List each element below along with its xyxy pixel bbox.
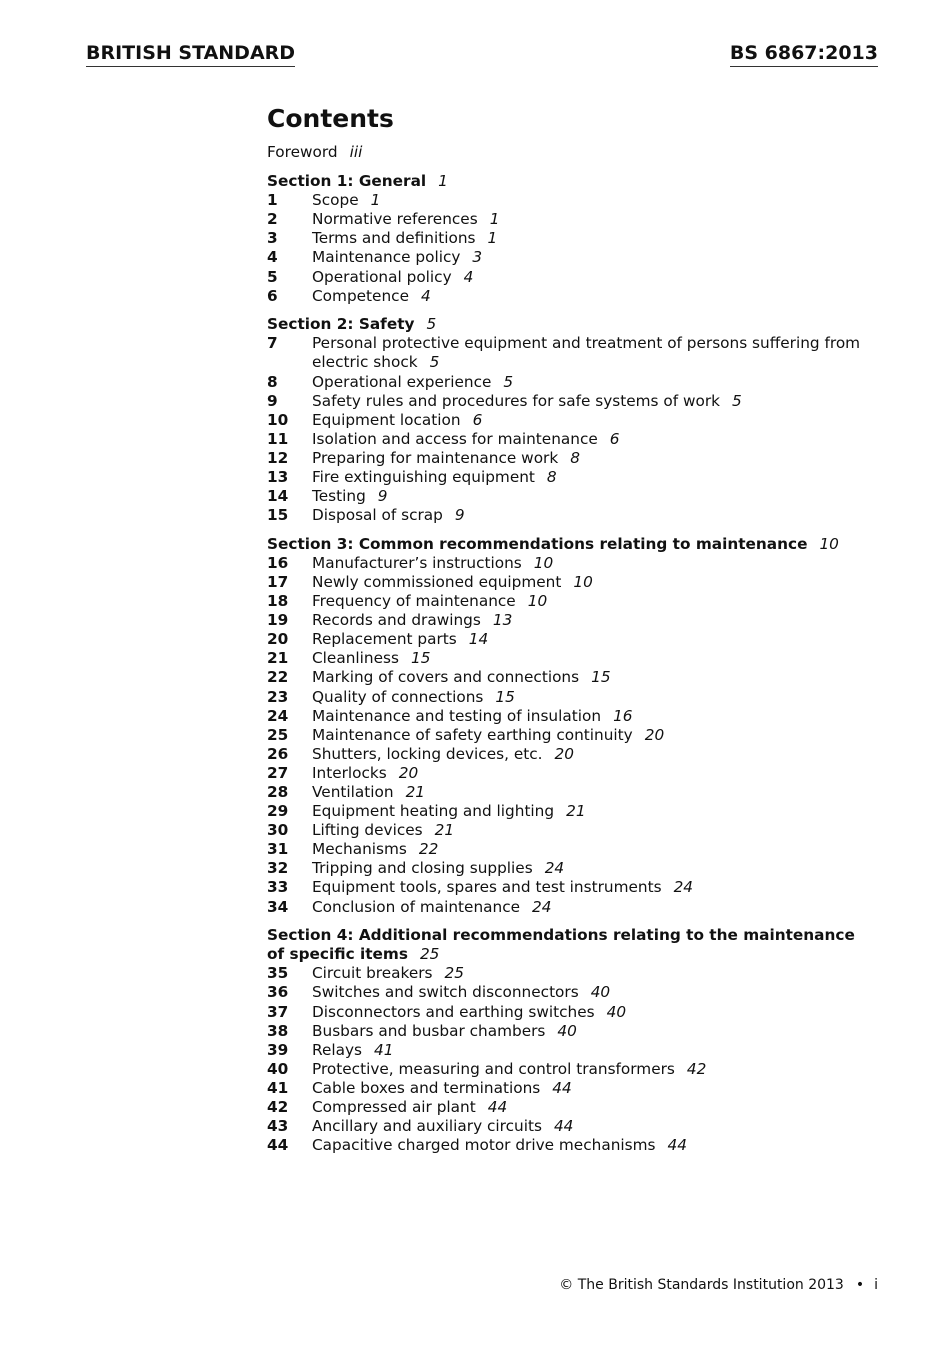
- toc-entry-title: Maintenance and testing of insulation: [312, 706, 602, 725]
- toc-entry[interactable]: [267, 1079, 877, 1098]
- toc-entry[interactable]: [267, 392, 877, 411]
- toc-entry-title: Operational experience: [312, 372, 492, 391]
- toc-entry[interactable]: [267, 573, 877, 592]
- toc-entry[interactable]: [267, 1003, 877, 1022]
- toc-entry-page: 8: [570, 448, 580, 467]
- toc-entry-text: [312, 668, 877, 687]
- toc-entry-title: Capacitive charged motor drive mechanisms: [312, 1136, 656, 1155]
- toc-entry-text: [312, 573, 877, 592]
- toc-entry[interactable]: [267, 964, 877, 983]
- toc-entry-page: 5: [732, 391, 742, 410]
- toc-entry-text: [312, 229, 877, 248]
- toc-section-heading[interactable]: [267, 172, 877, 191]
- toc-entry-number: 11: [267, 429, 289, 448]
- toc-entry[interactable]: [267, 707, 877, 726]
- toc-entry-page: 44: [487, 1098, 508, 1116]
- toc-entry[interactable]: [267, 287, 877, 306]
- toc-entry-number: 3: [267, 229, 278, 248]
- toc-entry-number: 24: [267, 706, 289, 725]
- toc-entry[interactable]: [267, 1136, 877, 1155]
- toc-entry-title: Ancillary and auxiliary circuits: [312, 1117, 542, 1136]
- toc-entry[interactable]: [267, 592, 877, 611]
- toc-entry-text: [312, 630, 877, 649]
- toc-entry-page: 24: [673, 878, 694, 897]
- toc-section-title: Section 1: General: [267, 172, 427, 191]
- toc-entry[interactable]: [267, 783, 877, 802]
- toc-entry-text: [312, 268, 877, 287]
- toc-foreword-label: Foreword: [267, 143, 338, 161]
- toc-entry-text: [312, 688, 877, 707]
- toc-entry-number: 17: [267, 572, 289, 591]
- toc-entry-number: 38: [267, 1021, 289, 1040]
- toc-entry-number: 41: [267, 1078, 289, 1097]
- toc-entry-number: 7: [267, 334, 278, 353]
- toc-entry-text: [312, 392, 877, 411]
- toc-entry-text: [312, 506, 877, 525]
- toc-entry-text: [312, 821, 877, 840]
- toc-section-page: 25: [419, 945, 440, 964]
- toc-section: [267, 172, 877, 306]
- toc-entry-page: 24: [532, 897, 552, 916]
- toc-entry-number: 1: [267, 191, 278, 210]
- toc-entry-text: [312, 449, 877, 468]
- toc-entry-number: 4: [267, 248, 278, 267]
- toc-entry-number: 15: [267, 506, 289, 525]
- toc-entry-number: 44: [267, 1136, 289, 1155]
- toc-section-title: Section 3: Common recommendations relating to maintenance: [267, 534, 808, 553]
- toc-entry-text: [312, 248, 877, 267]
- toc-entry-page: 14: [468, 630, 489, 649]
- toc-entry-title: Isolation and access for maintenance: [312, 429, 598, 448]
- toc-entry[interactable]: [267, 802, 877, 821]
- toc-entry-page: 40: [557, 1021, 577, 1040]
- toc-entry-title: Terms and definitions: [312, 229, 476, 248]
- toc-entry[interactable]: [267, 983, 877, 1002]
- toc-entry-title: Tripping and closing supplies: [312, 859, 533, 878]
- toc-entry-text: [312, 840, 877, 859]
- toc-entry-title: Busbars and busbar chambers: [312, 1021, 546, 1040]
- toc-entry-page: 24: [544, 859, 565, 878]
- toc-entry[interactable]: [267, 898, 877, 917]
- toc-entry-page: 6: [472, 410, 483, 429]
- toc-entry-text: [312, 859, 877, 878]
- toc-entry-title: Circuit breakers: [312, 964, 433, 983]
- toc-entry-title: Switches and switch disconnectors: [312, 983, 579, 1002]
- toc-entry-title: Marking of covers and connections: [312, 668, 580, 687]
- toc-entry-page: 22: [418, 840, 439, 859]
- toc-entry-title: Equipment location: [312, 410, 461, 429]
- toc-entry[interactable]: [267, 554, 877, 573]
- toc-entry[interactable]: [267, 859, 877, 878]
- toc-entry-page: 21: [566, 802, 586, 821]
- toc-entry-page: 21: [434, 821, 455, 840]
- toc-entry-text: [312, 1098, 877, 1117]
- toc-entry-title: Manufacturer’s instructions: [312, 553, 522, 572]
- toc-entry-number: 23: [267, 687, 289, 706]
- toc-entry-text: [312, 707, 877, 726]
- toc-entry-title: Disconnectors and earthing switches: [312, 1002, 595, 1021]
- toc-entry-number: 37: [267, 1002, 289, 1021]
- toc-entry-number: 13: [267, 468, 289, 486]
- toc-entry-title: Safety rules and procedures for safe systems of work: [312, 391, 721, 410]
- toc-entry-number: 9: [267, 391, 278, 410]
- toc-entry-page: 4: [463, 267, 474, 286]
- toc-entry[interactable]: [267, 430, 877, 449]
- toc-entry-title: Mechanisms: [312, 840, 407, 859]
- toc-entry-text: [312, 649, 877, 668]
- toc-entry-number: 18: [267, 592, 289, 611]
- toc-entry[interactable]: [267, 373, 877, 392]
- toc-entry-page: 44: [552, 1078, 572, 1097]
- toc-entry-number: 28: [267, 783, 289, 801]
- toc-entry[interactable]: [267, 1117, 877, 1136]
- toc-entry-text: [312, 802, 877, 821]
- toc-entry-title: Personal protective equipment and treatment of persons suffering from electric shock: [312, 334, 861, 372]
- toc-entry[interactable]: [267, 611, 877, 630]
- toc-foreword-page: iii: [349, 143, 363, 161]
- toc-entry-title: Interlocks: [312, 763, 387, 782]
- toc-entry-number: 42: [267, 1098, 289, 1116]
- toc-entry-title: Replacement parts: [312, 630, 457, 649]
- toc-entry-text: [312, 611, 877, 630]
- toc-entry-text: [312, 878, 877, 897]
- toc-entry-title: Shutters, locking devices, etc.: [312, 744, 543, 763]
- toc-entry-number: 21: [267, 649, 289, 668]
- toc-entry[interactable]: [267, 449, 877, 468]
- toc-entry-page: 20: [554, 744, 574, 763]
- toc-entry-title: Records and drawings: [312, 611, 481, 630]
- toc-entry-text: [312, 898, 877, 917]
- toc-entry-page: 4: [421, 286, 431, 305]
- toc-entry-text: [312, 1022, 877, 1041]
- toc-entry-page: 44: [667, 1136, 687, 1155]
- toc-entry-text: [312, 745, 877, 764]
- toc-entry-text: [312, 1003, 877, 1022]
- toc-entry-text: [312, 1117, 877, 1136]
- toc-entry-page: 8: [546, 468, 557, 486]
- toc-entry-number: 31: [267, 840, 289, 859]
- toc-entry-title: Conclusion of maintenance: [312, 897, 521, 916]
- toc-entry-text: [312, 191, 877, 210]
- toc-entry-text: [312, 210, 877, 229]
- toc-entry-number: 20: [267, 630, 289, 649]
- toc-entry-number: 30: [267, 821, 289, 840]
- toc-entry[interactable]: [267, 210, 877, 229]
- toc-entry-title: Preparing for maintenance work: [312, 448, 559, 467]
- toc-entry-number: 36: [267, 983, 289, 1002]
- toc-section: [267, 535, 877, 917]
- toc-entry-title: Maintenance of safety earthing continuity: [312, 725, 633, 744]
- toc-entry[interactable]: [267, 630, 877, 649]
- toc-entry-number: 6: [267, 286, 278, 305]
- toc-foreword-entry[interactable]: [267, 143, 877, 162]
- toc-entry-page: 6: [609, 429, 620, 448]
- toc-entry-text: [312, 1079, 877, 1098]
- toc-entry-text: [312, 964, 877, 983]
- toc-entry[interactable]: [267, 229, 877, 248]
- toc-section-heading[interactable]: [267, 535, 877, 554]
- toc-entry-page: 10: [533, 553, 554, 572]
- toc-section-page: 1: [438, 172, 448, 191]
- toc-entry[interactable]: [267, 487, 877, 506]
- footer-page-number: i: [874, 1277, 878, 1293]
- toc-entry-page: 21: [405, 783, 426, 801]
- toc-entry-number: 32: [267, 859, 289, 878]
- toc-entry-title: Quality of connections: [312, 687, 484, 706]
- toc-entry-title: Compressed air plant: [312, 1098, 476, 1116]
- header-standard-number: BS 6867:2013: [730, 42, 878, 67]
- toc-entry-page: 16: [613, 706, 633, 725]
- toc-entry-text: [312, 592, 877, 611]
- toc-entry-page: 25: [444, 964, 464, 983]
- toc-entry[interactable]: [267, 1098, 877, 1117]
- toc-entry-page: 9: [377, 487, 388, 506]
- toc-entry-title: Lifting devices: [312, 821, 423, 840]
- toc-entry-number: 39: [267, 1040, 289, 1059]
- toc-entry-title: Scope: [312, 191, 359, 210]
- header-standard-label: BRITISH STANDARD: [86, 42, 295, 67]
- toc-section-page: 5: [426, 315, 437, 334]
- toc-entry[interactable]: [267, 191, 877, 210]
- toc-entry-number: 33: [267, 878, 289, 897]
- toc-entry[interactable]: [267, 248, 877, 267]
- toc-entry-text: [312, 373, 877, 392]
- toc-entry-title: Normative references: [312, 210, 478, 229]
- toc-entry-page: 1: [487, 229, 498, 248]
- toc-entry-text: [312, 430, 877, 449]
- toc-entry-number: 10: [267, 410, 289, 429]
- toc-entry-title: Cable boxes and terminations: [312, 1078, 541, 1097]
- toc-entry-number: 12: [267, 448, 289, 467]
- toc-entry-text: [312, 1060, 877, 1079]
- toc-entry-page: 10: [527, 592, 548, 611]
- toc-entry-number: 34: [267, 897, 289, 916]
- toc-entry-page: 5: [503, 372, 514, 391]
- toc-entry-title: Ventilation: [312, 783, 394, 801]
- toc-entry-page: 20: [644, 725, 665, 744]
- toc-entry-title: Frequency of maintenance: [312, 592, 516, 611]
- toc-entry-number: 5: [267, 267, 278, 286]
- toc-entry[interactable]: [267, 688, 877, 707]
- toc-entry-page: 40: [606, 1002, 627, 1021]
- toc-entry-title: Relays: [312, 1040, 362, 1059]
- toc-entry-text: [312, 487, 877, 506]
- toc-entry-title: Equipment tools, spares and test instruments: [312, 878, 662, 897]
- toc-entry[interactable]: [267, 821, 877, 840]
- toc-entry-number: 29: [267, 802, 289, 821]
- page-title: Contents: [267, 104, 394, 133]
- toc-section-heading[interactable]: [267, 926, 877, 964]
- toc-entry-text: [312, 468, 877, 487]
- toc-entry[interactable]: [267, 1060, 877, 1079]
- toc-entry[interactable]: [267, 878, 877, 897]
- toc-entry[interactable]: [267, 411, 877, 430]
- toc-entry-text: [312, 983, 877, 1002]
- toc-entry[interactable]: [267, 840, 877, 859]
- toc-entry-title: Protective, measuring and control transformers: [312, 1059, 675, 1078]
- toc-entry-title: Disposal of scrap: [312, 506, 443, 525]
- toc-sections: [267, 172, 877, 1155]
- toc-section-heading[interactable]: [267, 315, 877, 334]
- toc-entry-number: 43: [267, 1117, 289, 1136]
- toc-entry[interactable]: [267, 1041, 877, 1060]
- toc-section: [267, 315, 877, 525]
- toc-entry[interactable]: [267, 334, 877, 372]
- toc-entry-page: 1: [370, 191, 381, 210]
- toc-entry-title: Newly commissioned equipment: [312, 572, 562, 591]
- toc-entry-number: 19: [267, 611, 289, 630]
- toc-entry-title: Maintenance policy: [312, 248, 461, 267]
- toc-entry-number: 16: [267, 553, 289, 572]
- toc-entry-page: 3: [472, 248, 483, 267]
- toc-entry-text: [312, 411, 877, 430]
- toc-entry-text: [312, 726, 877, 745]
- toc-entry-text: [312, 1041, 877, 1060]
- toc-entry-title: Testing: [312, 487, 366, 506]
- toc-entry-page: 41: [374, 1040, 394, 1059]
- toc-entry[interactable]: [267, 468, 877, 487]
- toc-entry-text: [312, 1136, 877, 1155]
- table-of-contents: [267, 104, 877, 1165]
- toc-entry-text: [312, 334, 877, 372]
- toc-entry-page: 10: [573, 572, 593, 591]
- toc-entry-page: 13: [492, 611, 513, 630]
- toc-entry-page: 15: [591, 668, 611, 687]
- toc-entry-number: 26: [267, 744, 289, 763]
- toc-entry-page: 9: [454, 506, 465, 525]
- toc-section: [267, 926, 877, 1155]
- toc-entry[interactable]: [267, 726, 877, 745]
- toc-entry-title: Cleanliness: [312, 649, 399, 668]
- toc-entry-number: 2: [267, 210, 278, 229]
- toc-entry-page: 15: [410, 649, 431, 668]
- footer-copyright: © The British Standards Institution 2013: [559, 1277, 844, 1293]
- toc-entry-title: Competence: [312, 286, 409, 305]
- toc-entry-text: [312, 764, 877, 783]
- toc-entry-page: 20: [398, 763, 419, 782]
- toc-entry-number: 22: [267, 668, 289, 687]
- toc-entry-page: 1: [489, 210, 500, 229]
- toc-entry-page: 42: [686, 1059, 707, 1078]
- toc-section-page: 10: [819, 534, 839, 553]
- toc-entry[interactable]: [267, 268, 877, 287]
- toc-entry-page: 5: [429, 353, 440, 372]
- toc-entry[interactable]: [267, 1022, 877, 1041]
- toc-entry[interactable]: [267, 506, 877, 525]
- toc-entry-title: Fire extinguishing equipment: [312, 468, 535, 486]
- toc-entry-number: 14: [267, 487, 289, 506]
- toc-entry[interactable]: [267, 764, 877, 783]
- toc-section-title: Section 4: Additional recommendations relating to the maintenance of specific items: [267, 926, 855, 964]
- toc-entry-title: Equipment heating and lighting: [312, 802, 555, 821]
- footer-separator: •: [855, 1277, 865, 1293]
- toc-entry-number: 8: [267, 372, 278, 391]
- page-footer: [559, 1276, 878, 1294]
- toc-entry-text: [312, 783, 877, 802]
- toc-entry-number: 25: [267, 725, 289, 744]
- toc-entry-page: 15: [495, 687, 515, 706]
- toc-entry-number: 40: [267, 1059, 289, 1078]
- toc-entry-number: 27: [267, 763, 289, 782]
- toc-entry[interactable]: [267, 649, 877, 668]
- toc-entry-page: 44: [553, 1117, 574, 1136]
- toc-section-title: Section 2: Safety: [267, 315, 415, 334]
- toc-entry[interactable]: [267, 668, 877, 687]
- toc-entry-title: Operational policy: [312, 267, 452, 286]
- toc-entry[interactable]: [267, 745, 877, 764]
- toc-entry-text: [312, 554, 877, 573]
- toc-entry-number: 35: [267, 964, 289, 983]
- toc-entry-text: [312, 287, 877, 306]
- toc-entry-page: 40: [590, 983, 611, 1002]
